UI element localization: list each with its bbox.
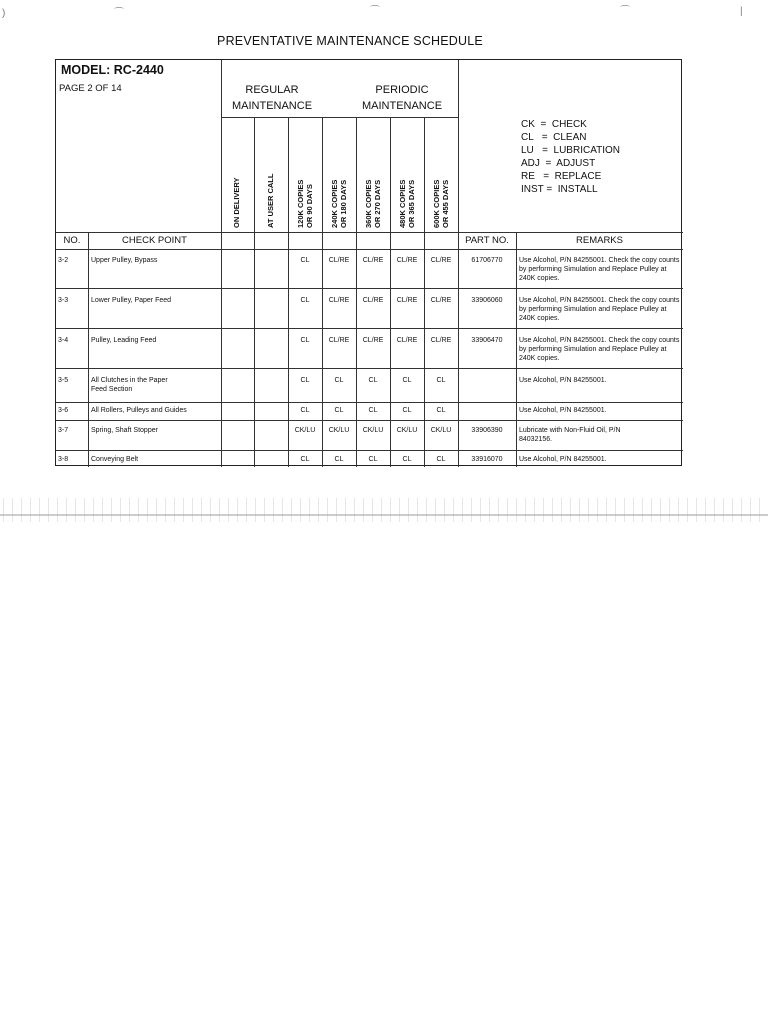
row-remarks: Use Alcohol, P/N 84255001. — [519, 456, 607, 463]
row-remarks: Use Alcohol, P/N 84255001. Check the copy counts by performing Simulation and Replace Pulley at 240K copies. — [519, 257, 680, 282]
col-240k: 240K COPIES OR 180 DAYS — [330, 179, 348, 228]
row-check-point: Conveying Belt — [91, 456, 139, 463]
row-240k: CL/RE — [328, 297, 350, 304]
row-part-no: 33916070 — [471, 456, 503, 463]
row-120k: CL — [300, 297, 310, 304]
row-600k: CL — [436, 456, 446, 463]
row-240k: CL — [334, 407, 344, 414]
row-360k: CL/RE — [362, 297, 384, 304]
col-at-user-call: AT USER CALL — [266, 173, 275, 228]
row-480k: CK/LU — [396, 427, 418, 434]
row-480k: CL — [402, 456, 412, 463]
row-480k: CL — [402, 377, 412, 384]
row-120k: CK/LU — [294, 427, 316, 434]
row-remarks: Use Alcohol, P/N 84255001. — [519, 407, 607, 414]
scan-speck: ⌒ — [620, 6, 630, 17]
row-600k: CL/RE — [430, 337, 452, 344]
row-part-no: 33906470 — [471, 337, 503, 344]
row-600k: CL — [436, 407, 446, 414]
row-240k: CL/RE — [328, 337, 350, 344]
col-120k: 120K COPIES OR 90 DAYS — [296, 179, 314, 228]
scan-speck: ⌒ — [370, 6, 380, 17]
row-600k: CL/RE — [430, 257, 452, 264]
col-600k: 600K COPIES OR 455 DAYS — [432, 179, 450, 228]
row-check-point: Lower Pulley, Paper Feed — [91, 297, 172, 304]
col-480k: 480K COPIES OR 365 DAYS — [398, 179, 416, 228]
row-480k: CL — [402, 407, 412, 414]
row-600k: CL — [436, 377, 446, 384]
header-check-point: CHECK POINT — [122, 235, 187, 246]
row-no: 3-8 — [58, 456, 69, 463]
row-part-no: 61706770 — [471, 257, 503, 264]
row-600k: CK/LU — [430, 427, 452, 434]
row-remarks: Lubricate with Non-Fluid Oil, P/N 84032156. — [519, 427, 621, 443]
page-title: PREVENTATIVE MAINTENANCE SCHEDULE — [217, 34, 483, 48]
scan-edge-noise — [0, 498, 768, 522]
row-no: 3-3 — [58, 297, 69, 304]
row-part-no: 33906060 — [471, 297, 503, 304]
row-120k: CL — [300, 257, 310, 264]
row-no: 3-5 — [58, 377, 69, 384]
col-on-delivery: ON DELIVERY — [232, 177, 241, 228]
row-360k: CL — [368, 407, 378, 414]
scan-speck: ⌒ — [114, 8, 124, 19]
header-part-no: PART NO. — [465, 235, 509, 246]
row-600k: CL/RE — [430, 297, 452, 304]
row-no: 3-4 — [58, 337, 69, 344]
row-360k: CL/RE — [362, 337, 384, 344]
page-number: PAGE 2 OF 14 — [59, 83, 122, 94]
row-remarks: Use Alcohol, P/N 84255001. — [519, 377, 607, 384]
header-no: NO. — [63, 235, 81, 246]
row-check-point: Upper Pulley, Bypass — [91, 257, 158, 264]
row-360k: CL/RE — [362, 257, 384, 264]
regular-maintenance-heading: REGULAR MAINTENANCE — [231, 84, 313, 112]
row-check-point: Spring, Shaft Stopper — [91, 427, 158, 434]
row-remarks: Use Alcohol, P/N 84255001. Check the copy counts by performing Simulation and Replace Pulley at 240K copies. — [519, 297, 680, 322]
row-no: 3-7 — [58, 427, 69, 434]
legend: CK = CHECK CL = CLEAN LU = LUBRICATION ADJ = ADJUST RE = REPLACE INST = INSTALL — [521, 119, 621, 195]
col-360k: 360K COPIES OR 270 DAYS — [364, 179, 382, 228]
row-120k: CL — [300, 407, 310, 414]
scan-edge-line — [0, 514, 768, 516]
row-120k: CL — [300, 377, 310, 384]
row-no: 3-6 — [58, 407, 69, 414]
scan-speck: | — [740, 6, 743, 17]
row-240k: CL — [334, 456, 344, 463]
row-360k: CK/LU — [362, 427, 384, 434]
row-check-point: All Clutches in the Paper Feed Section — [91, 377, 168, 393]
row-no: 3-2 — [58, 257, 69, 264]
model-label: MODEL: RC-2440 — [61, 63, 164, 77]
row-480k: CL/RE — [396, 337, 418, 344]
periodic-maintenance-heading: PERIODIC MAINTENANCE — [361, 84, 443, 112]
row-480k: CL/RE — [396, 257, 418, 264]
row-120k: CL — [300, 337, 310, 344]
row-240k: CL/RE — [328, 257, 350, 264]
row-check-point: All Rollers, Pulleys and Guides — [91, 407, 187, 414]
row-360k: CL — [368, 456, 378, 463]
row-240k: CK/LU — [328, 427, 350, 434]
row-240k: CL — [334, 377, 344, 384]
row-remarks: Use Alcohol, P/N 84255001. Check the copy counts by performing Simulation and Replace Pulley at 240K copies. — [519, 337, 680, 362]
scan-speck: ) — [2, 8, 6, 19]
row-check-point: Pulley, Leading Feed — [91, 337, 157, 344]
maintenance-table — [55, 59, 682, 466]
row-part-no: 33906390 — [471, 427, 503, 434]
header-remarks: REMARKS — [576, 235, 623, 246]
row-360k: CL — [368, 377, 378, 384]
row-480k: CL/RE — [396, 297, 418, 304]
row-120k: CL — [300, 456, 310, 463]
